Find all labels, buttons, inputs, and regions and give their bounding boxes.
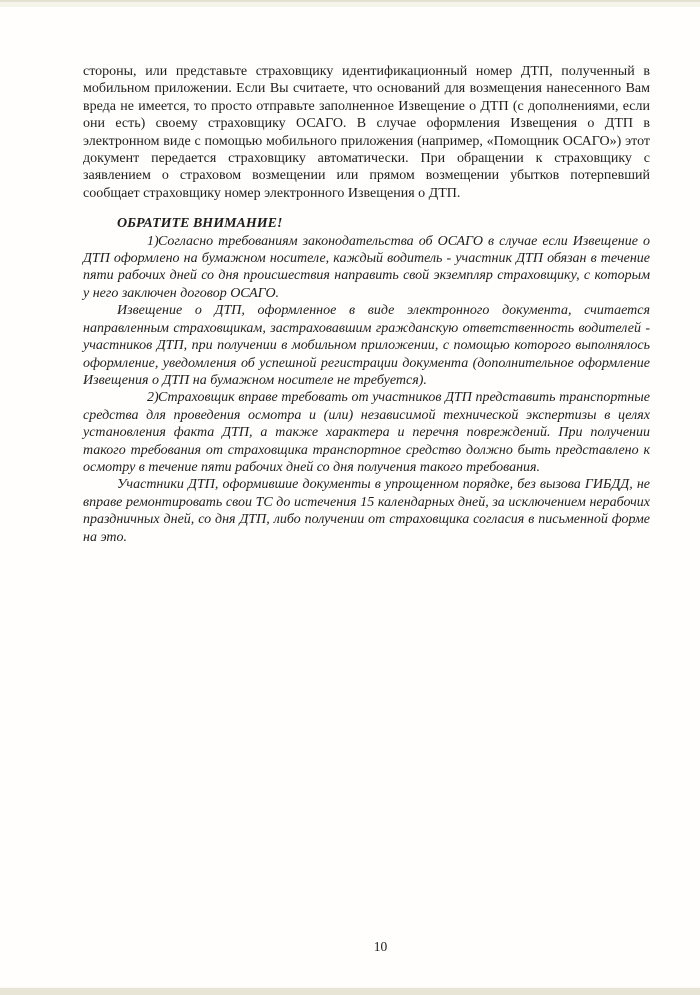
electronic-notice-paragraph: Извещение о ДТП, оформленное в виде электронного документа, считается направленным страховщикам, застраховавшим гражданскую ответственность водителей - участников ДТП, при получении в мобильном приложении, с помощью которого выполнялось оформление, уведомления об успешной регистрации документа (дополнительное оформление Извещения о ДТП на бумажном носителе не требуется). xyxy=(83,303,650,388)
list-item-2 xyxy=(83,389,650,476)
list-item-1 xyxy=(83,233,650,303)
page-number: 10 xyxy=(373,939,388,954)
notice-heading: ОБРАТИТЕ ВНИМАНИЕ! xyxy=(117,216,283,232)
list-item-1-text: Согласно требованиям законодательства об ОСАГО в случае если Извещение о ДТП оформлено на бумажном носителе, каждый водитель - участник ДТП обязан в течение пяти рабочих дней со дня происшествия направить свой экземпляр страховщику, с которым у него заключен договор ОСАГО. xyxy=(83,233,650,301)
repair-restriction-paragraph: Участники ДТП, оформившие документы в упрощенном порядке, без вызова ГИБДД, не вправе ремонтировать свои ТС до истечения 15 календарных дней, за исключением нерабочих праздничных дней, со дня ДТП, либо получении от страховщика согласия в письменной форме на это. xyxy=(83,477,650,545)
list-item-1-number: 1) xyxy=(147,233,159,249)
page-content xyxy=(83,63,650,546)
list-item-2-text: Страховщик вправе требовать от участников ДТП представить транспортные средства для проведения осмотра и (или) независимой технической экспертизы в целях установления факта ДТП, а также характера и перечня повреждений. При получении такого требования от страховщика транспортное средство должно быть представлено к осмотру в течение пяти рабочих дней со дня получения такого требования. xyxy=(83,390,650,475)
scan-edge-top xyxy=(0,0,700,7)
continuation-paragraph: стороны, или представьте страховщику идентификационный номер ДТП, полученный в мобильном приложении. Если Вы считаете, что оснований для возмещения нанесенного Вам вреда не имеется, то просто отправьте заполненное Извещение о ДТП (с дополнениями, если они есть) своему страховщику ОСАГО. В случае оформления Извещения о ДТП в электронном виде с помощью мобильного приложения (например, «Помощник ОСАГО») этот документ передается страховщику автоматически. При обращении к страховщику с заявлением о страховом возмещении или прямом возмещении убытков потерпевший сообщает страховщику номер электронного Извещения о ДТП. xyxy=(83,64,650,201)
scan-edge-bottom xyxy=(0,987,700,995)
list-item-2-number: 2) xyxy=(147,390,159,406)
